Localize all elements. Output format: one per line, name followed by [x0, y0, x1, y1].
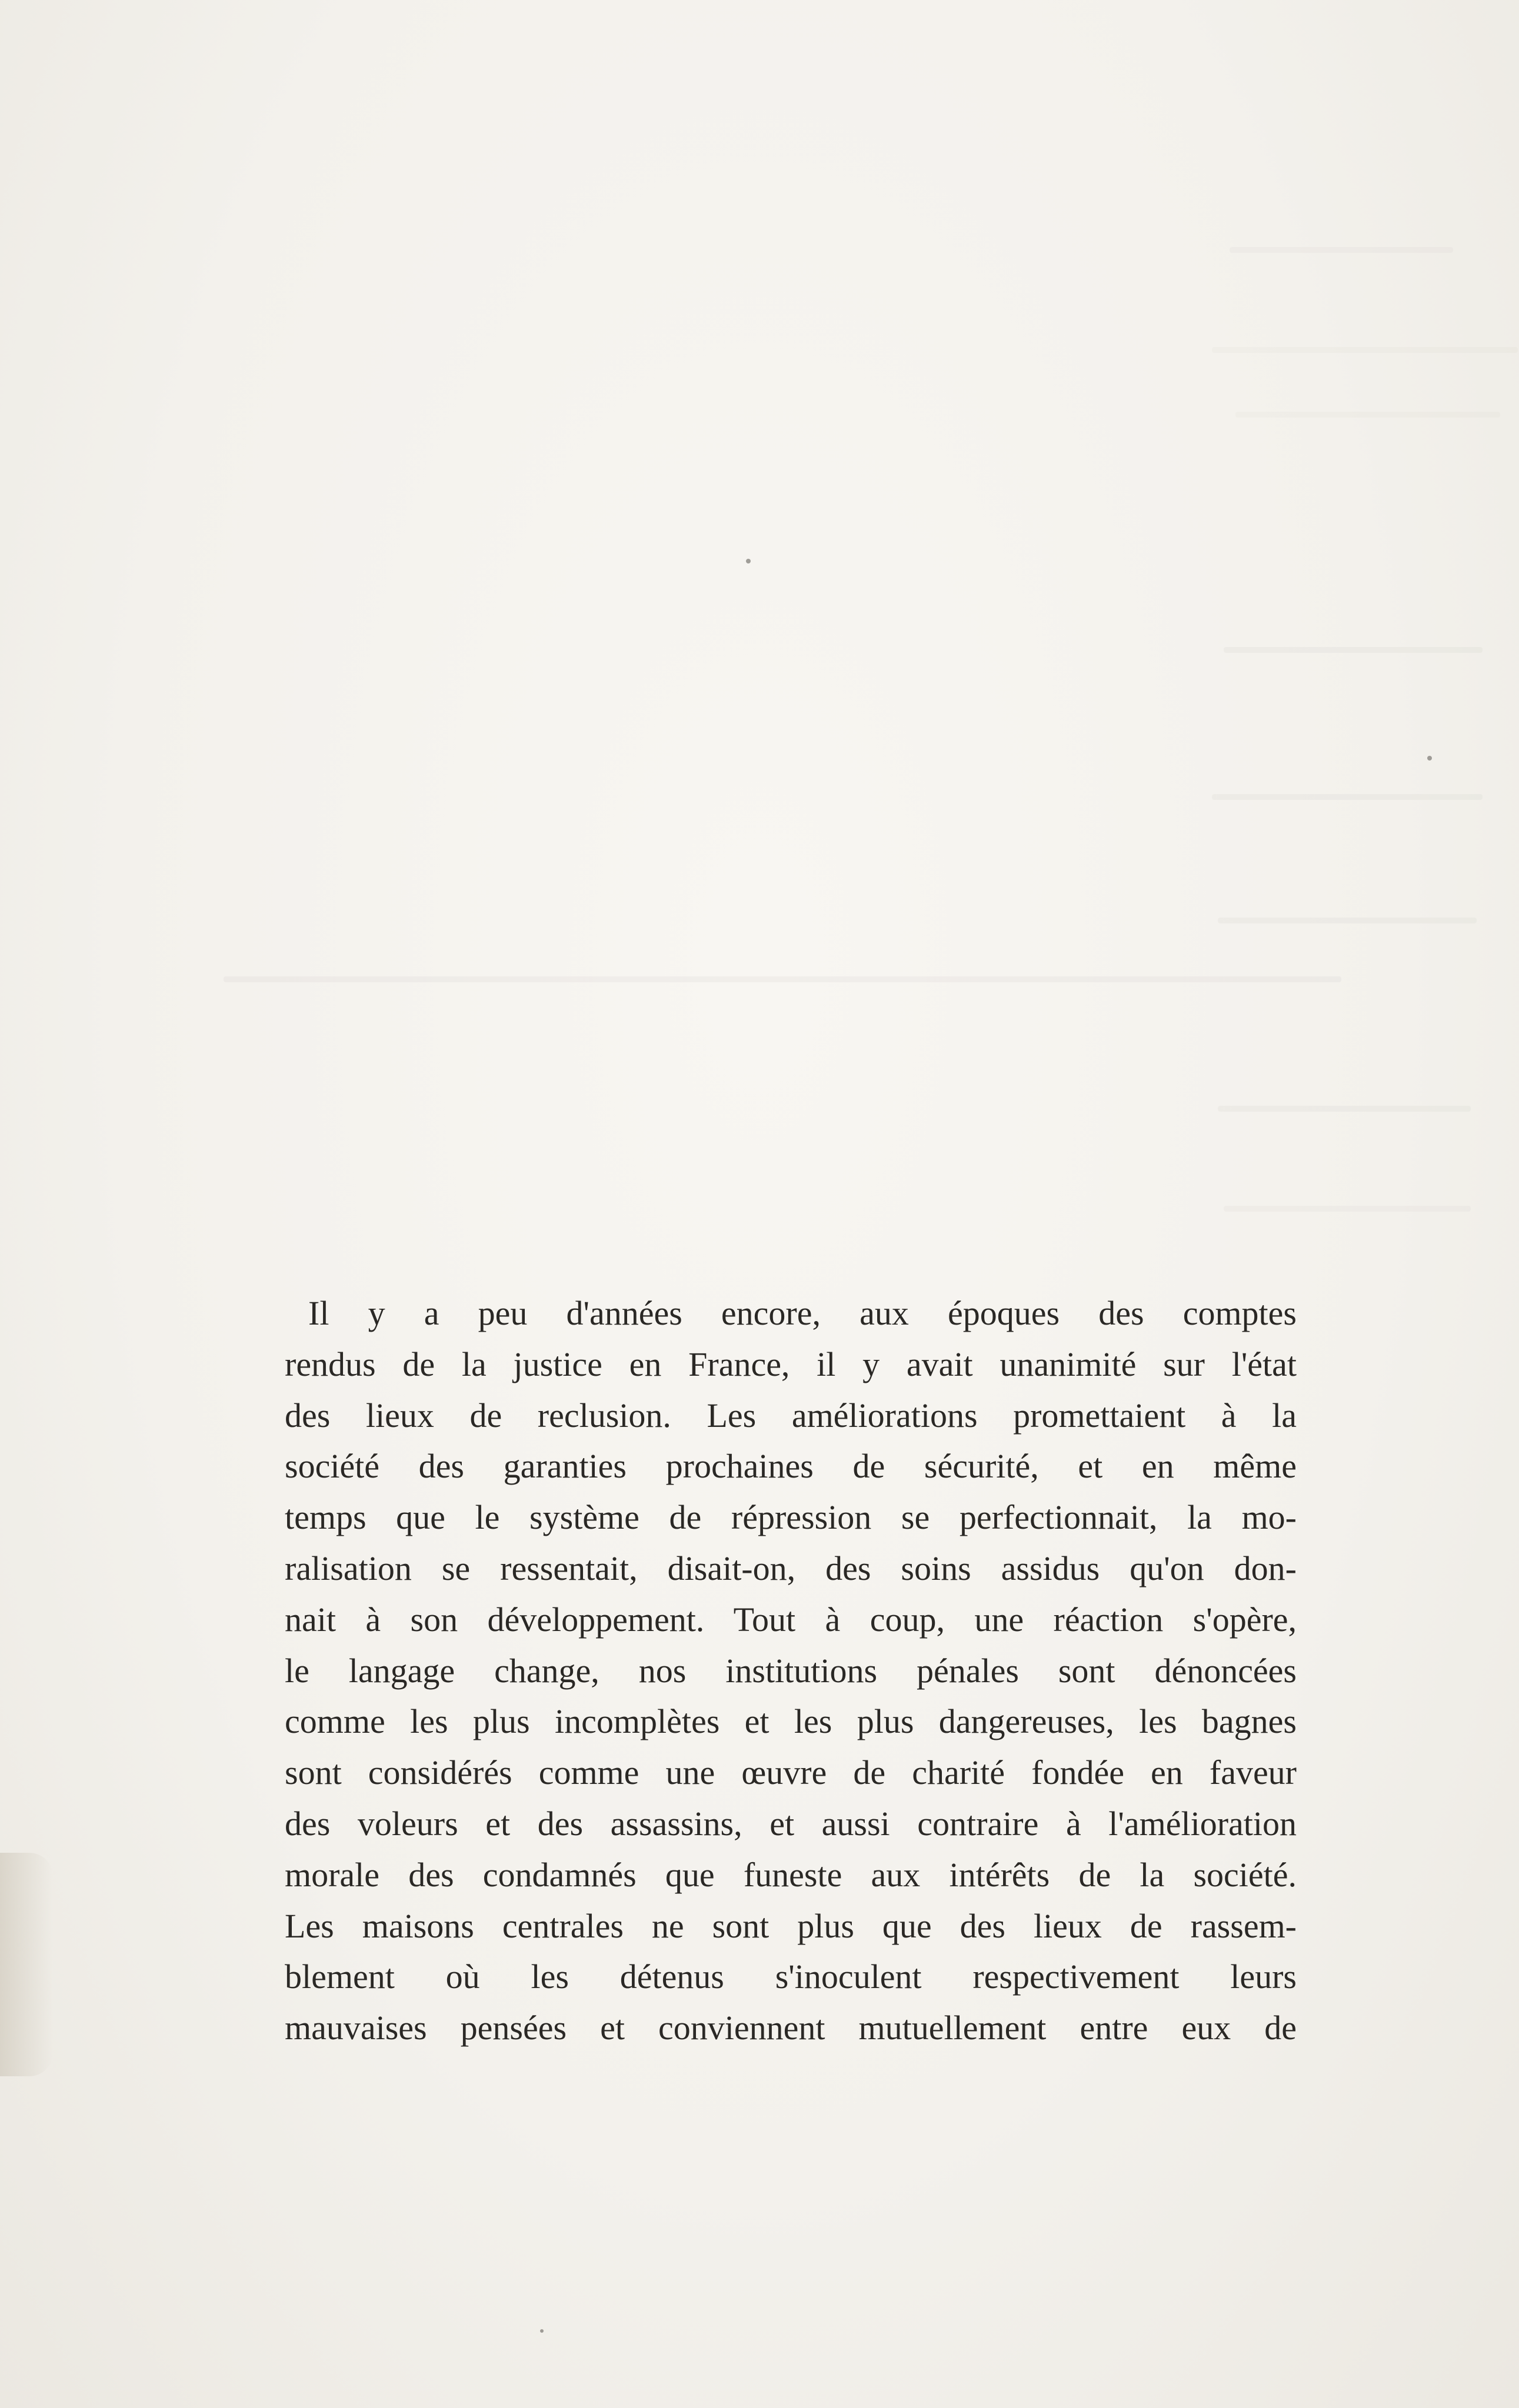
- paragraph-line: nait à son développement. Tout à coup, une réaction s'opère,: [285, 1600, 1297, 1639]
- paragraph-line: sont considérés comme une œuvre de charité fondée en faveur: [285, 1753, 1297, 1792]
- bleed-through-mark: [1218, 1106, 1471, 1112]
- bleed-through-mark: [1224, 1206, 1471, 1212]
- body-paragraph: [285, 1288, 1297, 2054]
- bleed-through-mark: [224, 976, 1341, 982]
- paragraph-line: le langage change, nos institutions pénales sont dénoncées: [285, 1651, 1297, 1690]
- paragraph-line: mauvaises pensées et conviennent mutuellement entre eux de: [285, 2009, 1297, 2047]
- paragraph-line: des lieux de reclusion. Les améliorations promettaient à la: [285, 1396, 1297, 1435]
- paragraph-line: Les maisons centrales ne sont plus que des lieux de rassem-: [285, 1906, 1297, 1945]
- bleed-through-mark: [1212, 347, 1518, 353]
- paragraph-line: blement où les détenus s'inoculent respectivement leurs: [285, 1957, 1297, 1996]
- paragraph-line: comme les plus incomplètes et les plus dangereuses, les bagnes: [285, 1702, 1297, 1741]
- paragraph-line: morale des condamnés que funeste aux intérêts de la société.: [285, 1855, 1297, 1894]
- bleed-through-mark: [1224, 647, 1483, 653]
- paragraph-line: ralisation se ressentait, disait-on, des soins assidus qu'on don-: [285, 1549, 1297, 1587]
- bleed-through-mark: [1212, 794, 1483, 800]
- paragraph-line: rendus de la justice en France, il y avait unanimité sur l'état: [285, 1345, 1297, 1383]
- paragraph-line: Il y a peu d'années encore, aux époques des comptes: [308, 1294, 1297, 1332]
- paragraph-line: temps que le système de répression se perfectionnait, la mo-: [285, 1498, 1297, 1537]
- ink-speck: [746, 559, 751, 563]
- paper-edge-stain: [0, 1853, 53, 2076]
- bleed-through-mark: [1235, 412, 1500, 418]
- ink-speck: [1427, 756, 1432, 761]
- bleed-through-mark: [1218, 918, 1477, 923]
- ink-speck: [540, 2329, 544, 2333]
- bleed-through-mark: [1230, 247, 1453, 253]
- paragraph-line: société des garanties prochaines de sécurité, et en même: [285, 1447, 1297, 1486]
- paragraph-line: des voleurs et des assassins, et aussi contraire à l'amélioration: [285, 1804, 1297, 1843]
